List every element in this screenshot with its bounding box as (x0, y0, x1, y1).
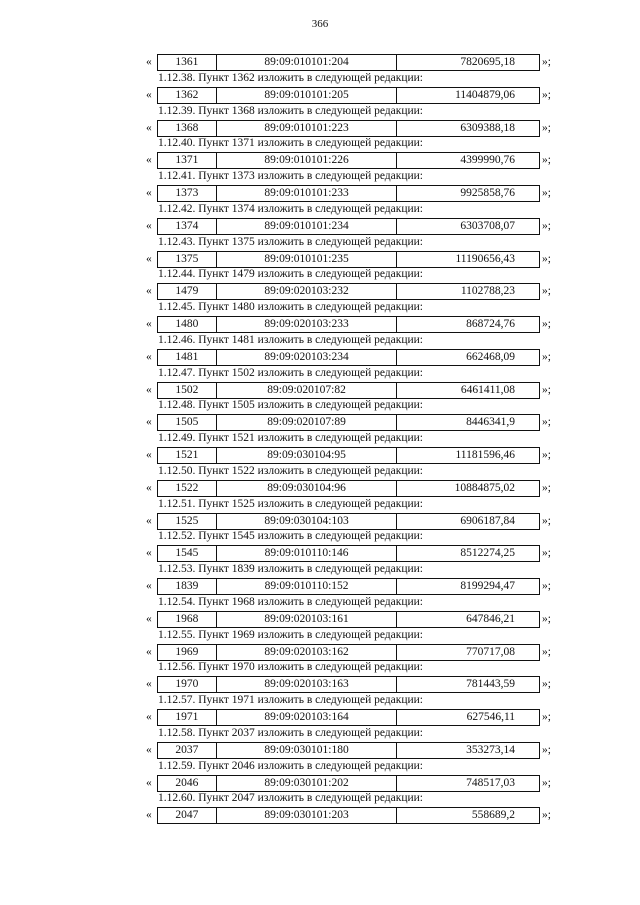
quote-close: »; (542, 219, 551, 232)
quote-close: »; (542, 285, 551, 298)
row-cells (157, 87, 540, 104)
quote-open: « (146, 121, 152, 134)
row-cells (157, 775, 540, 792)
cadastral-value: 11181596,46 (455, 449, 516, 461)
quote-open: « (146, 514, 152, 527)
instruction-text: 1.12.55. Пункт 1969 изложить в следующей редакции: (158, 628, 423, 641)
quote-close: »; (542, 809, 551, 822)
instruction-text: 1.12.54. Пункт 1968 изложить в следующей редакции: (158, 595, 423, 608)
table-row (0, 120, 640, 137)
cadastral-value: 6906187,84 (460, 514, 516, 527)
quote-open: « (146, 154, 152, 167)
row-cells (157, 644, 540, 661)
quote-open: « (146, 88, 152, 101)
item-number: 1374 (158, 219, 217, 234)
quote-open: « (146, 481, 152, 494)
cadastral-value: 8512274,25 (460, 547, 516, 560)
item-number: 1545 (158, 546, 217, 561)
instruction-text: 1.12.58. Пункт 2037 изложить в следующей редакции: (158, 726, 423, 739)
quote-close: »; (542, 711, 551, 723)
row-cells (157, 382, 540, 399)
instruction-text: 1.12.49. Пункт 1521 изложить в следующей редакции: (158, 432, 423, 444)
quote-open: « (146, 743, 152, 756)
item-number: 1521 (158, 448, 217, 463)
cadastral-number: 89:09:010110:152 (217, 579, 398, 594)
quote-close: »; (542, 88, 551, 101)
cadastral-number: 89:09:020103:161 (217, 612, 398, 627)
table-row (0, 382, 640, 399)
cadastral-value: 781443,59 (466, 678, 516, 691)
table-row (0, 676, 640, 693)
table-row (0, 447, 640, 464)
table-row (0, 414, 640, 431)
cadastral-number: 89:09:020103:164 (217, 710, 398, 725)
row-cells (157, 676, 540, 693)
item-number: 2047 (158, 808, 217, 823)
item-number: 1505 (158, 415, 217, 430)
cadastral-number: 89:09:010101:205 (217, 88, 398, 103)
table-row (0, 611, 640, 628)
quote-open: « (146, 547, 152, 560)
cadastral-number: 89:09:020103:163 (217, 677, 398, 692)
quote-open: « (146, 645, 152, 658)
cadastral-value: 1102788,23 (460, 285, 516, 298)
quote-close: »; (542, 678, 551, 691)
table-row (0, 545, 640, 562)
quote-close: »; (542, 547, 551, 560)
item-number: 1373 (158, 186, 217, 201)
item-number: 1479 (158, 284, 217, 299)
row-cells (157, 185, 540, 202)
item-number: 1371 (158, 153, 217, 168)
quote-close: »; (542, 580, 551, 592)
row-cells (157, 578, 540, 595)
row-cells (157, 807, 540, 824)
quote-close: »; (542, 416, 551, 429)
instruction-text: 1.12.43. Пункт 1375 изложить в следующей редакции: (158, 235, 423, 248)
quote-close: »; (542, 645, 551, 658)
cadastral-value: 11404879,06 (455, 88, 516, 101)
cadastral-value: 748517,03 (466, 776, 516, 789)
item-number: 1522 (158, 481, 217, 496)
cadastral-value: 6303708,07 (460, 219, 516, 232)
quote-open: « (146, 711, 152, 723)
cadastral-number: 89:09:030101:180 (217, 743, 398, 758)
quote-close: »; (542, 449, 551, 461)
cadastral-number: 89:09:020103:232 (217, 284, 398, 299)
instruction-text: 1.12.38. Пункт 1362 изложить в следующей редакции: (158, 71, 423, 84)
item-number: 1361 (158, 55, 217, 70)
row-cells (157, 349, 540, 366)
item-number: 2037 (158, 743, 217, 758)
cadastral-value: 6309388,18 (460, 121, 516, 134)
row-cells (157, 283, 540, 300)
item-number: 2046 (158, 776, 217, 791)
cadastral-value: 9925858,76 (460, 187, 516, 199)
cadastral-number: 89:09:030101:203 (217, 808, 398, 823)
cadastral-value: 627546,11 (466, 711, 516, 723)
cadastral-number: 89:09:030104:95 (217, 448, 398, 463)
instruction-text: 1.12.57. Пункт 1971 изложить в следующей редакции: (158, 694, 423, 706)
cadastral-number: 89:09:030101:202 (217, 776, 398, 791)
cadastral-number: 89:09:010101:226 (217, 153, 398, 168)
quote-close: »; (542, 318, 551, 330)
cadastral-number: 89:09:010101:204 (217, 55, 398, 70)
instruction-text: 1.12.53. Пункт 1839 изложить в следующей редакции: (158, 563, 423, 575)
item-number: 1971 (158, 710, 217, 725)
item-number: 1968 (158, 612, 217, 627)
table-row (0, 251, 640, 268)
item-number: 1502 (158, 383, 217, 398)
quote-close: »; (542, 187, 551, 199)
table-row (0, 283, 640, 300)
quote-open: « (146, 678, 152, 691)
cadastral-value: 11190656,43 (455, 252, 516, 265)
quote-open: « (146, 809, 152, 822)
instruction-text: 1.12.44. Пункт 1479 изложить в следующей редакции: (158, 268, 423, 281)
cadastral-number: 89:09:020107:82 (217, 383, 398, 398)
table-row (0, 152, 640, 169)
quote-close: »; (542, 481, 551, 494)
table-row (0, 742, 640, 759)
cadastral-number: 89:09:010101:235 (217, 252, 398, 267)
quote-open: « (146, 416, 152, 429)
instruction-text: 1.12.42. Пункт 1374 изложить в следующей редакции: (158, 202, 423, 215)
quote-open: « (146, 285, 152, 298)
row-cells (157, 480, 540, 497)
table-row (0, 218, 640, 235)
instruction-text: 1.12.40. Пункт 1371 изложить в следующей редакции: (158, 137, 423, 150)
cadastral-number: 89:09:030104:103 (217, 514, 398, 529)
row-cells (157, 218, 540, 235)
row-cells (157, 513, 540, 530)
instruction-text: 1.12.41. Пункт 1373 изложить в следующей редакции: (158, 170, 423, 182)
row-cells (157, 611, 540, 628)
quote-open: « (146, 383, 152, 396)
item-number: 1839 (158, 579, 217, 594)
cadastral-value: 7820695,18 (460, 56, 516, 68)
instruction-text: 1.12.52. Пункт 1545 изложить в следующей редакции: (158, 530, 423, 543)
instruction-text: 1.12.59. Пункт 2046 изложить в следующей редакции: (158, 759, 423, 772)
table-row (0, 578, 640, 595)
quote-open: « (146, 350, 152, 363)
cadastral-value: 770717,08 (466, 645, 516, 658)
page-number: 366 (311, 18, 329, 30)
quote-close: »; (542, 350, 551, 363)
instruction-text: 1.12.56. Пункт 1970 изложить в следующей редакции: (158, 661, 423, 674)
table-row (0, 185, 640, 202)
cadastral-number: 89:09:030104:96 (217, 481, 398, 496)
cadastral-value: 4399990,76 (460, 154, 516, 167)
cadastral-number: 89:09:020103:234 (217, 350, 398, 365)
quote-close: »; (542, 252, 551, 265)
quote-open: « (146, 252, 152, 265)
quote-open: « (146, 219, 152, 232)
quote-close: »; (542, 514, 551, 527)
quote-close: »; (542, 56, 551, 68)
table-row (0, 775, 640, 792)
item-number: 1368 (158, 121, 217, 136)
cadastral-value: 6461411,08 (460, 383, 516, 396)
row-cells (157, 545, 540, 562)
table-row (0, 316, 640, 333)
cadastral-value: 8446341,9 (466, 416, 516, 429)
instruction-text: 1.12.51. Пункт 1525 изложить в следующей редакции: (158, 497, 423, 510)
row-cells (157, 447, 540, 464)
cadastral-number: 89:09:020103:162 (217, 645, 398, 660)
table-row (0, 513, 640, 530)
instruction-text: 1.12.46. Пункт 1481 изложить в следующей редакции: (158, 333, 423, 346)
cadastral-value: 647846,21 (466, 612, 516, 625)
cadastral-number: 89:09:010110:146 (217, 546, 398, 561)
quote-close: »; (542, 383, 551, 396)
row-cells (157, 120, 540, 137)
cadastral-value: 558689,2 (471, 809, 516, 822)
row-cells (157, 414, 540, 431)
item-number: 1481 (158, 350, 217, 365)
table-row (0, 807, 640, 824)
cadastral-value: 8199294,47 (460, 580, 516, 592)
table-row (0, 644, 640, 661)
quote-open: « (146, 612, 152, 625)
instruction-text: 1.12.60. Пункт 2047 изложить в следующей редакции: (158, 792, 423, 805)
item-number: 1969 (158, 645, 217, 660)
item-number: 1362 (158, 88, 217, 103)
quote-close: »; (542, 121, 551, 134)
cadastral-number: 89:09:010101:234 (217, 219, 398, 234)
cadastral-value: 868724,76 (466, 318, 516, 330)
table-row (0, 349, 640, 366)
quote-open: « (146, 187, 152, 199)
quote-open: « (146, 56, 152, 68)
quote-open: « (146, 318, 152, 330)
cadastral-value: 662468,09 (466, 350, 516, 363)
instruction-text: 1.12.39. Пункт 1368 изложить в следующей редакции: (158, 104, 423, 117)
quote-open: « (146, 580, 152, 592)
quote-close: »; (542, 776, 551, 789)
cadastral-number: 89:09:010101:233 (217, 186, 398, 201)
row-cells (157, 316, 540, 333)
instruction-text: 1.12.50. Пункт 1522 изложить в следующей редакции: (158, 464, 423, 477)
row-cells (157, 152, 540, 169)
row-cells (157, 251, 540, 268)
quote-open: « (146, 449, 152, 461)
row-cells (157, 709, 540, 726)
table-row (0, 709, 640, 726)
instruction-text: 1.12.45. Пункт 1480 изложить в следующей редакции: (158, 301, 423, 313)
quote-close: »; (542, 154, 551, 167)
table-row (0, 480, 640, 497)
cadastral-number: 89:09:020103:233 (217, 317, 398, 332)
quote-close: »; (542, 743, 551, 756)
item-number: 1525 (158, 514, 217, 529)
quote-close: »; (542, 612, 551, 625)
cadastral-number: 89:09:010101:223 (217, 121, 398, 136)
cadastral-value: 353273,14 (466, 743, 516, 756)
item-number: 1375 (158, 252, 217, 267)
cadastral-value: 10884875,02 (454, 481, 516, 494)
item-number: 1970 (158, 677, 217, 692)
instruction-text: 1.12.47. Пункт 1502 изложить в следующей редакции: (158, 366, 423, 379)
cadastral-number: 89:09:020107:89 (217, 415, 398, 430)
row-cells (157, 742, 540, 759)
item-number: 1480 (158, 317, 217, 332)
instruction-text: 1.12.48. Пункт 1505 изложить в следующей редакции: (158, 399, 423, 412)
table-row (0, 87, 640, 104)
quote-open: « (146, 776, 152, 789)
